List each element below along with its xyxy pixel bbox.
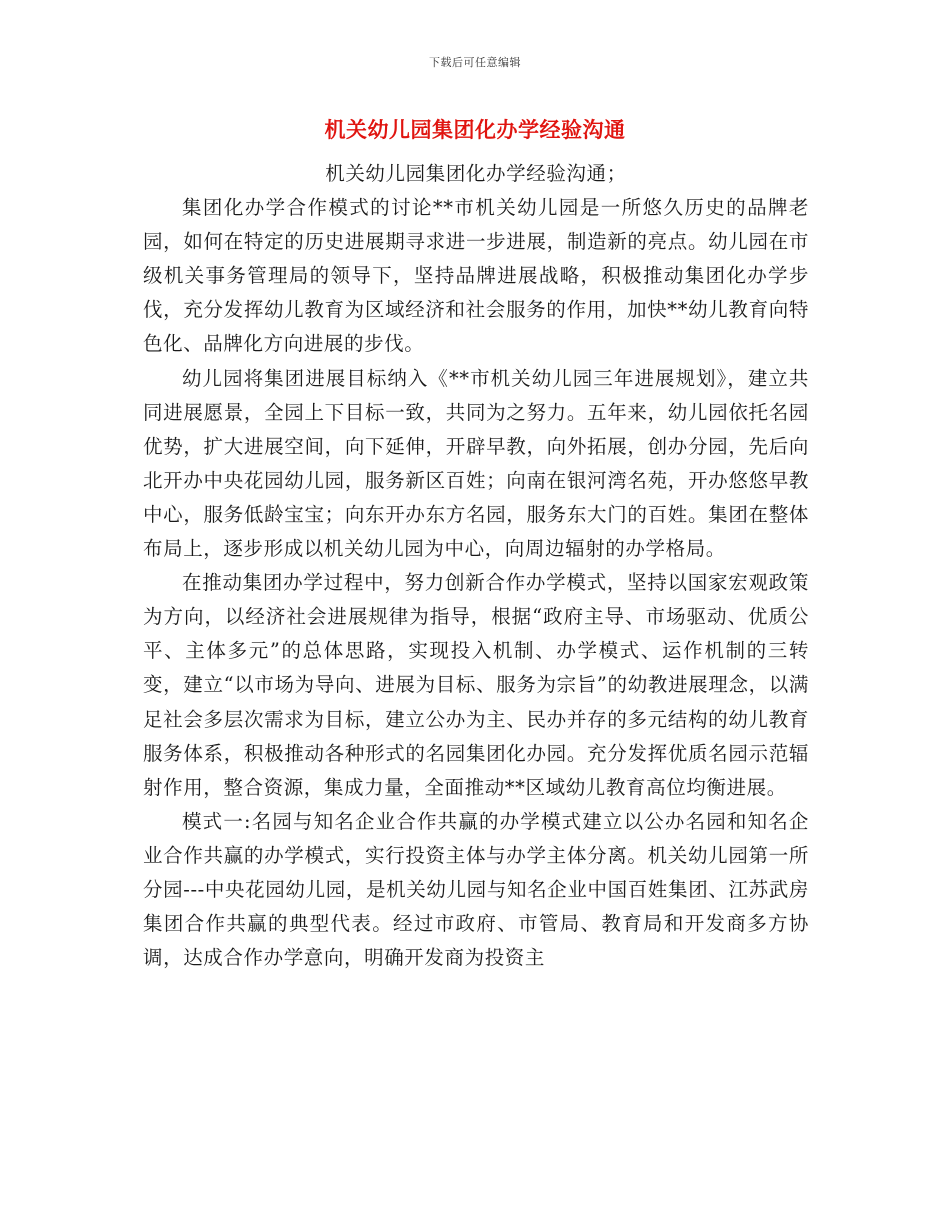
paragraph: 模式一:名园与知名企业合作共赢的办学模式建立以公办名园和知名企业合作共赢的办学模式，实行投资主体与办学主体分离。机关幼儿园第一所分园---中央花园幼儿园，是机关幼儿园与知名企业中国百姓集团、江苏武房集团合作共赢的典型代表。经过市政府、市管局、教育局和开发商多方协调，达成合作办学意向，明确开发商为投资主 [143, 809, 809, 970]
document-subtitle: 机关幼儿园集团化办学经验沟通； [325, 162, 627, 185]
paragraph: 在推动集团办学过程中，努力创新合作办学模式，坚持以国家宏观政策为方向，以经济社会进展规律为指导，根据“政府主导、市场驱动、优质公平、主体多元”的总体思路，实现投入机制、办学模式、运作机制的三转变，建立“以市场为导向、进展为目标、服务为宗旨”的幼教进展理念，以满足社会多层次需求为目标，建立公办为主、民办并存的多元结构的幼儿教育服务体系，积极推动各种形式的名园集团化办园。充分发挥优质名园示范辐射作用，整合资源，集成力量，全面推动**区域幼儿教育高位均衡进展。 [143, 571, 809, 799]
paragraph: 集团化办学合作模式的讨论**市机关幼儿园是一所悠久历史的品牌老园，如何在特定的历史进展期寻求进一步进展，制造新的亮点。幼儿园在市级机关事务管理局的领导下，坚持品牌进展战略，积极推动集团化办学步伐，充分发挥幼儿教育为区域经济和社会服务的作用，加快**幼儿教育向特色化、品牌化方向进展的步伐。 [143, 196, 809, 356]
page-header-note: 下载后可任意编辑 [429, 56, 521, 69]
document-title: 机关幼儿园集团化办学经验沟通 [324, 117, 626, 142]
document-body [143, 157, 809, 975]
paragraph: 幼儿园将集团进展目标纳入《**市机关幼儿园三年进展规划》，建立共同进展愿景，全园上下目标一致，共同为之努力。五年来，幼儿园依托名园优势，扩大进展空间，向下延伸，开辟早教，向外拓展，创办分园，先后向北开办中央花园幼儿园，服务新区百姓；向南在银河湾名苑，开办悠悠早教中心，服务低龄宝宝；向东开办东方名园，服务东大门的百姓。集团在整体布局上，逐步形成以机关幼儿园为中心，向周边辐射的办学格局。 [143, 366, 809, 561]
